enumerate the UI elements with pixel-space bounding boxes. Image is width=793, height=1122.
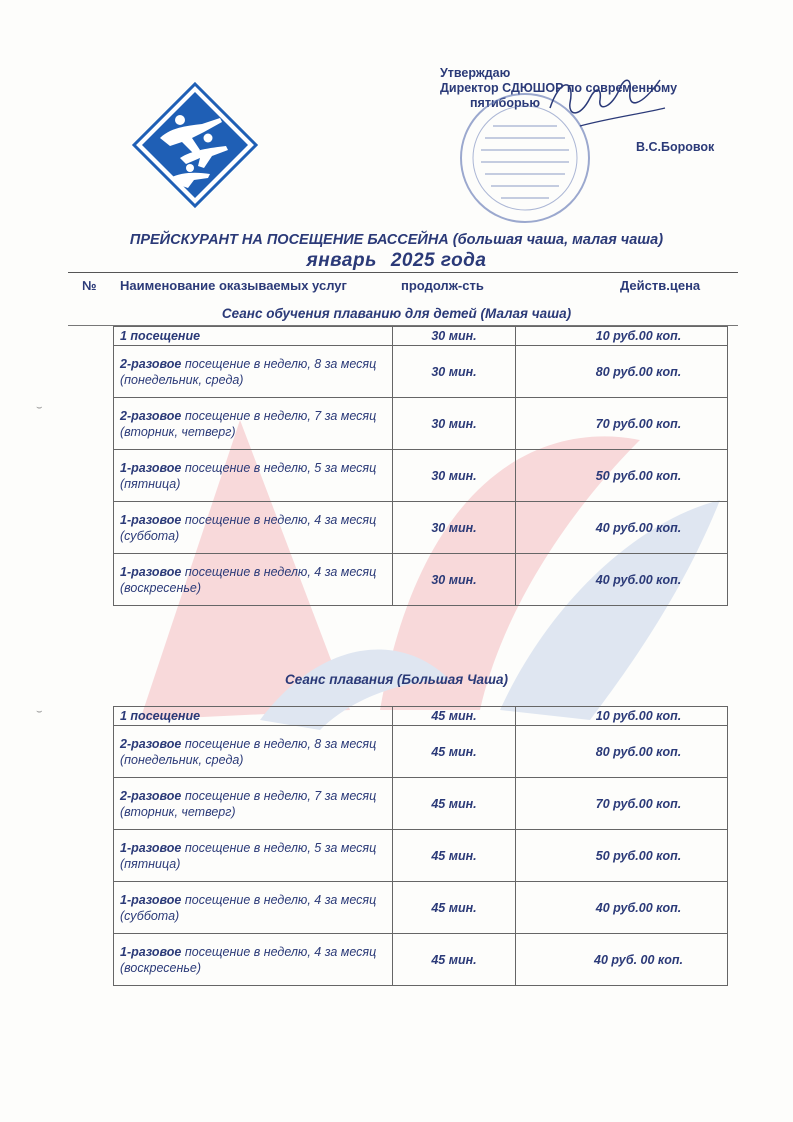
table-row bbox=[114, 934, 728, 986]
duration-cell: 30 мин. bbox=[393, 398, 516, 450]
service-name-cell bbox=[114, 554, 393, 606]
table-row bbox=[114, 830, 728, 882]
header-num: № bbox=[82, 278, 97, 293]
duration-cell: 45 мин. bbox=[393, 830, 516, 882]
service-days: (воскресенье) bbox=[120, 960, 202, 975]
service-name-cell bbox=[114, 398, 393, 450]
price-table-small-pool bbox=[113, 326, 728, 606]
section-title: Сеанс плавания (Большая Чаша) bbox=[284, 672, 509, 687]
duration-cell: 30 мин. bbox=[393, 554, 516, 606]
visit-frequency: 1-разовое bbox=[120, 892, 182, 907]
service-description: посещение в неделю, 7 за месяц bbox=[181, 408, 377, 423]
duration-cell: 30 мин. bbox=[393, 327, 516, 346]
visit-frequency: 1-разовое bbox=[120, 460, 182, 475]
signer-name: В.С.Боровок bbox=[636, 140, 715, 154]
service-description: посещение в неделю, 8 за месяц bbox=[181, 736, 377, 751]
approval-director-cont: пятиборью bbox=[470, 96, 541, 110]
header-duration: продолж-сть bbox=[401, 278, 484, 293]
table-row bbox=[114, 726, 728, 778]
header-name: Наименование оказываемых услуг bbox=[120, 278, 347, 293]
duration-cell: 30 мин. bbox=[393, 346, 516, 398]
service-days: (понедельник, среда) bbox=[120, 752, 244, 767]
service-description: посещение в неделю, 4 за месяц bbox=[181, 564, 377, 579]
price-cell: 10 руб.00 коп. bbox=[516, 327, 728, 346]
service-name-cell bbox=[114, 726, 393, 778]
price-cell: 40 руб.00 коп. bbox=[516, 882, 728, 934]
service-name-cell bbox=[114, 346, 393, 398]
service-days: (воскресенье) bbox=[120, 580, 202, 595]
duration-cell: 45 мин. bbox=[393, 778, 516, 830]
table-row bbox=[114, 450, 728, 502]
price-cell: 40 руб.00 коп. bbox=[516, 502, 728, 554]
service-name-cell bbox=[114, 327, 393, 346]
column-header bbox=[68, 272, 738, 297]
page-title: ПРЕЙСКУРАНТ НА ПОСЕЩЕНИЕ БАССЕЙНА (большая чаша, малая чаша) bbox=[129, 232, 664, 248]
service-description: посещение в неделю, 5 за месяц bbox=[181, 840, 377, 855]
price-cell: 70 руб.00 коп. bbox=[516, 398, 728, 450]
visit-frequency: 2-разовое bbox=[120, 356, 182, 371]
director-signature bbox=[540, 68, 670, 138]
service-name-cell bbox=[114, 830, 393, 882]
service-days: (пятница) bbox=[120, 476, 181, 491]
service-days: (суббота) bbox=[120, 528, 180, 543]
table-row bbox=[114, 554, 728, 606]
price-cell: 70 руб.00 коп. bbox=[516, 778, 728, 830]
table-row bbox=[114, 346, 728, 398]
service-days: (суббота) bbox=[120, 908, 180, 923]
price-cell: 50 руб.00 коп. bbox=[516, 450, 728, 502]
service-description: посещение в неделю, 7 за месяц bbox=[181, 788, 377, 803]
visit-frequency: 1-разовое bbox=[120, 512, 182, 527]
price-cell: 80 руб.00 коп. bbox=[516, 726, 728, 778]
service-days: (понедельник, среда) bbox=[120, 372, 244, 387]
service-name-cell bbox=[114, 934, 393, 986]
service-name-cell bbox=[114, 778, 393, 830]
table-row bbox=[114, 327, 728, 346]
service-description: посещение в неделю, 5 за месяц bbox=[181, 460, 377, 475]
period-year: 2025 года bbox=[390, 250, 487, 271]
price-cell: 40 руб.00 коп. bbox=[516, 554, 728, 606]
table-row bbox=[114, 882, 728, 934]
duration-cell: 45 мин. bbox=[393, 707, 516, 726]
service-name-cell bbox=[114, 502, 393, 554]
visit-frequency: 2-разовое bbox=[120, 736, 182, 751]
visit-frequency: 1-разовое bbox=[120, 840, 182, 855]
duration-cell: 30 мин. bbox=[393, 450, 516, 502]
approval-director: Директор СДЮШОР по современному bbox=[440, 81, 678, 95]
section-title: Сеанс обучения плаванию для детей (Малая чаша) bbox=[221, 306, 572, 321]
price-table-large-pool bbox=[113, 706, 728, 986]
header-price: Действ.цена bbox=[620, 278, 701, 293]
table-row bbox=[114, 707, 728, 726]
table-row bbox=[114, 398, 728, 450]
service-name: 1 посещение bbox=[120, 709, 201, 723]
visit-frequency: 2-разовое bbox=[120, 788, 182, 803]
page-period bbox=[0, 250, 793, 272]
service-days: (пятница) bbox=[120, 856, 181, 871]
service-name-cell bbox=[114, 882, 393, 934]
school-logo-icon bbox=[130, 80, 260, 210]
duration-cell: 45 мин. bbox=[393, 934, 516, 986]
scan-mark: ⌣ bbox=[36, 706, 43, 717]
table-row bbox=[114, 502, 728, 554]
visit-frequency: 1-разовое bbox=[120, 564, 182, 579]
scan-mark: ⌣ bbox=[36, 402, 43, 413]
service-name-cell bbox=[114, 450, 393, 502]
price-cell: 10 руб.00 коп. bbox=[516, 707, 728, 726]
price-cell: 80 руб.00 коп. bbox=[516, 346, 728, 398]
table-row bbox=[114, 778, 728, 830]
service-days: (вторник, четверг) bbox=[120, 424, 236, 439]
service-description: посещение в неделю, 4 за месяц bbox=[181, 892, 377, 907]
duration-cell: 30 мин. bbox=[393, 502, 516, 554]
duration-cell: 45 мин. bbox=[393, 726, 516, 778]
price-cell: 50 руб.00 коп. bbox=[516, 830, 728, 882]
service-name-cell bbox=[114, 707, 393, 726]
service-name: 1 посещение bbox=[120, 329, 201, 343]
duration-cell: 45 мин. bbox=[393, 882, 516, 934]
service-description: посещение в неделю, 4 за месяц bbox=[181, 512, 377, 527]
price-cell: 40 руб. 00 коп. bbox=[516, 934, 728, 986]
service-days: (вторник, четверг) bbox=[120, 804, 236, 819]
visit-frequency: 1-разовое bbox=[120, 944, 182, 959]
approval-title: Утверждаю bbox=[440, 66, 511, 80]
service-description: посещение в неделю, 4 за месяц bbox=[181, 944, 377, 959]
period-month: январь bbox=[306, 250, 377, 271]
visit-frequency: 2-разовое bbox=[120, 408, 182, 423]
service-description: посещение в неделю, 8 за месяц bbox=[181, 356, 377, 371]
